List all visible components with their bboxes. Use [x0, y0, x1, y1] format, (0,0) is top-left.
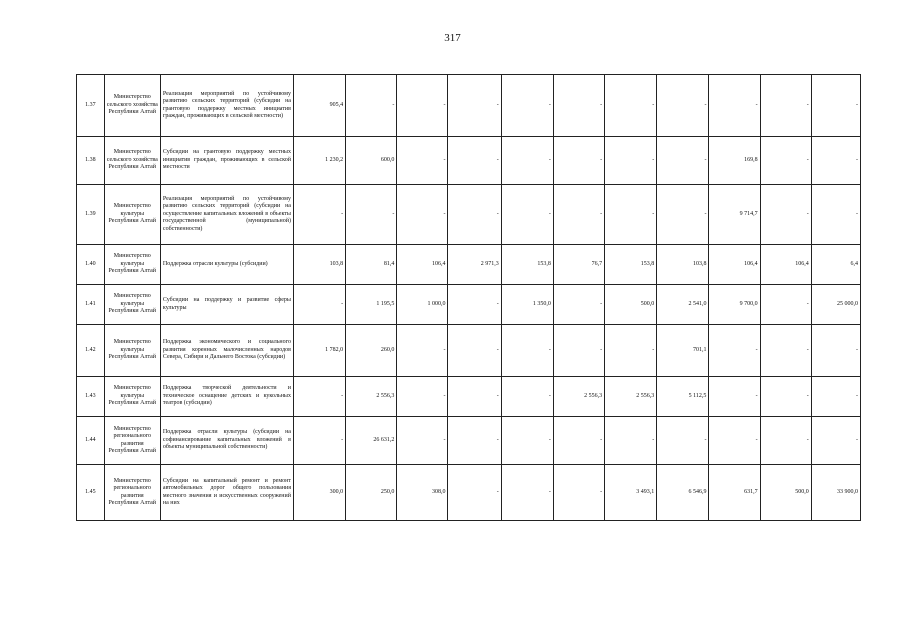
value-cell: - — [553, 325, 604, 377]
row-code-cell: 1.45 — [77, 465, 105, 521]
value-cell: 600,0 — [346, 137, 397, 185]
value-cell: 106,4 — [397, 245, 448, 285]
value-cell: - — [448, 465, 501, 521]
table-row — [77, 245, 861, 285]
value-cell: - — [397, 377, 448, 417]
value-cell: - — [553, 185, 604, 245]
value-cell: 1 782,0 — [293, 325, 345, 377]
value-cell: - — [397, 417, 448, 465]
value-cell: 76,7 — [553, 245, 604, 285]
value-cell: - — [553, 285, 604, 325]
value-cell: - — [501, 137, 553, 185]
description-cell: Субсидии на грантовую поддержку местных инициатив граждан, проживающих в сельской местности — [160, 137, 293, 185]
value-cell: 500,0 — [760, 465, 811, 521]
value-cell: - — [811, 137, 860, 185]
value-cell: - — [760, 377, 811, 417]
value-cell: 106,4 — [709, 245, 760, 285]
ministry-cell: Министерство культуры Республики Алтай — [104, 285, 160, 325]
ministry-cell: Министерство культуры Республики Алтай — [104, 185, 160, 245]
value-cell: - — [811, 377, 860, 417]
value-cell: - — [501, 325, 553, 377]
table-row — [77, 417, 861, 465]
value-cell: 500,0 — [605, 285, 657, 325]
value-cell: 1 230,2 — [293, 137, 345, 185]
value-cell: 106,4 — [760, 245, 811, 285]
value-cell: - — [501, 417, 553, 465]
value-cell: - — [605, 137, 657, 185]
ministry-cell: Министерство сельского хозяйства Республики Алтай — [104, 75, 160, 137]
description-cell: Реализация мероприятий по устойчивому развитию сельских территорий (субсидии на грантовую поддержку местных инициатив граждан, проживающих в сельской местности) — [160, 75, 293, 137]
value-cell: - — [501, 465, 553, 521]
table-row — [77, 325, 861, 377]
value-cell: - — [397, 185, 448, 245]
value-cell: 9 700,0 — [709, 285, 760, 325]
value-cell: 9 714,7 — [709, 185, 760, 245]
value-cell: - — [397, 325, 448, 377]
description-cell: Поддержка отрасли культуры (субсидии) — [160, 245, 293, 285]
value-cell: 33 900,0 — [811, 465, 860, 521]
value-cell: - — [293, 417, 345, 465]
value-cell: 300,0 — [293, 465, 345, 521]
value-cell: - — [397, 137, 448, 185]
value-cell: - — [811, 185, 860, 245]
value-cell: 1 195,5 — [346, 285, 397, 325]
table-row — [77, 285, 861, 325]
value-cell: - — [760, 325, 811, 377]
value-cell: - — [346, 75, 397, 137]
value-cell: 103,8 — [657, 245, 709, 285]
table-row — [77, 377, 861, 417]
value-cell: - — [448, 137, 501, 185]
value-cell: - — [709, 75, 760, 137]
value-cell: - — [709, 417, 760, 465]
value-cell: - — [553, 417, 604, 465]
value-cell: - — [657, 137, 709, 185]
ministry-cell: Министерство регионального развития Республики Алтай — [104, 417, 160, 465]
table-row — [77, 465, 861, 521]
value-cell: - — [605, 417, 657, 465]
value-cell: 6,4 — [811, 245, 860, 285]
value-cell: 5 112,5 — [657, 377, 709, 417]
value-cell: 260,0 — [346, 325, 397, 377]
table-row — [77, 185, 861, 245]
value-cell: - — [397, 75, 448, 137]
value-cell: - — [657, 417, 709, 465]
value-cell: - — [657, 185, 709, 245]
value-cell: 2 556,3 — [553, 377, 604, 417]
value-cell: 1 350,0 — [501, 285, 553, 325]
value-cell: 25 000,0 — [811, 285, 860, 325]
row-code-cell: 1.44 — [77, 417, 105, 465]
value-cell: - — [448, 325, 501, 377]
ministry-cell: Министерство культуры Республики Алтай — [104, 245, 160, 285]
value-cell: - — [811, 325, 860, 377]
value-cell: - — [501, 185, 553, 245]
value-cell: - — [293, 377, 345, 417]
value-cell: - — [709, 325, 760, 377]
value-cell: - — [501, 75, 553, 137]
value-cell: 631,7 — [709, 465, 760, 521]
row-code-cell: 1.37 — [77, 75, 105, 137]
table-row — [77, 75, 861, 137]
row-code-cell: 1.43 — [77, 377, 105, 417]
value-cell: 153,8 — [501, 245, 553, 285]
value-cell: - — [760, 417, 811, 465]
row-code-cell: 1.41 — [77, 285, 105, 325]
value-cell: 250,0 — [346, 465, 397, 521]
value-cell: - — [811, 75, 860, 137]
value-cell: - — [605, 75, 657, 137]
value-cell: 26 631,2 — [346, 417, 397, 465]
budget-table — [76, 74, 861, 521]
value-cell: - — [760, 75, 811, 137]
ministry-cell: Министерство культуры Республики Алтай — [104, 377, 160, 417]
description-cell: Поддержка отрасли культуры (субсидии на софинансирование капитальных вложений в объекты муниципальной собственности) — [160, 417, 293, 465]
value-cell: - — [605, 185, 657, 245]
ministry-cell: Министерство регионального развития Республики Алтай — [104, 465, 160, 521]
description-cell: Поддержка творческой деятельности и техническое оснащение детских и кукольных театров (субсидии) — [160, 377, 293, 417]
table-row — [77, 137, 861, 185]
value-cell: 103,8 — [293, 245, 345, 285]
description-cell: Субсидии на поддержку и развитие сферы культуры — [160, 285, 293, 325]
value-cell: - — [553, 465, 604, 521]
value-cell: 6 546,9 — [657, 465, 709, 521]
ministry-cell: Министерство культуры Республики Алтай — [104, 325, 160, 377]
value-cell: 2 556,3 — [605, 377, 657, 417]
value-cell: 2 971,3 — [448, 245, 501, 285]
value-cell: - — [811, 417, 860, 465]
value-cell: 153,8 — [605, 245, 657, 285]
value-cell: - — [293, 285, 345, 325]
value-cell: - — [709, 377, 760, 417]
page-number: 317 — [444, 32, 461, 44]
value-cell: - — [346, 185, 397, 245]
value-cell: - — [448, 377, 501, 417]
value-cell: - — [760, 285, 811, 325]
value-cell: - — [293, 185, 345, 245]
description-cell: Субсидии на капитальный ремонт и ремонт автомобильных дорог общего пользования местного значения и искусственных сооружений на них — [160, 465, 293, 521]
value-cell: - — [553, 75, 604, 137]
row-code-cell: 1.42 — [77, 325, 105, 377]
value-cell: 2 541,0 — [657, 285, 709, 325]
value-cell: - — [605, 325, 657, 377]
value-cell: 308,0 — [397, 465, 448, 521]
value-cell: 701,1 — [657, 325, 709, 377]
row-code-cell: 1.39 — [77, 185, 105, 245]
value-cell: 81,4 — [346, 245, 397, 285]
row-code-cell: 1.38 — [77, 137, 105, 185]
value-cell: 2 556,3 — [346, 377, 397, 417]
value-cell: - — [448, 285, 501, 325]
value-cell: - — [760, 137, 811, 185]
value-cell: - — [448, 185, 501, 245]
value-cell: 905,4 — [293, 75, 345, 137]
value-cell: - — [448, 417, 501, 465]
value-cell: 3 493,1 — [605, 465, 657, 521]
value-cell: - — [657, 75, 709, 137]
description-cell: Реализация мероприятий по устойчивому развитию сельских территорий (субсидии на осуществление капитальных вложений в объекты государственной (муниципальной) собственности) — [160, 185, 293, 245]
value-cell: - — [501, 377, 553, 417]
value-cell: 169,8 — [709, 137, 760, 185]
ministry-cell: Министерство сельского хозяйства Республики Алтай — [104, 137, 160, 185]
value-cell: - — [448, 75, 501, 137]
value-cell: 1 000,0 — [397, 285, 448, 325]
row-code-cell: 1.40 — [77, 245, 105, 285]
description-cell: Поддержка экономического и социального развития коренных малочисленных народов Севера, Сибири и Дальнего Востока (субсидии) — [160, 325, 293, 377]
value-cell: - — [760, 185, 811, 245]
value-cell: - — [553, 137, 604, 185]
